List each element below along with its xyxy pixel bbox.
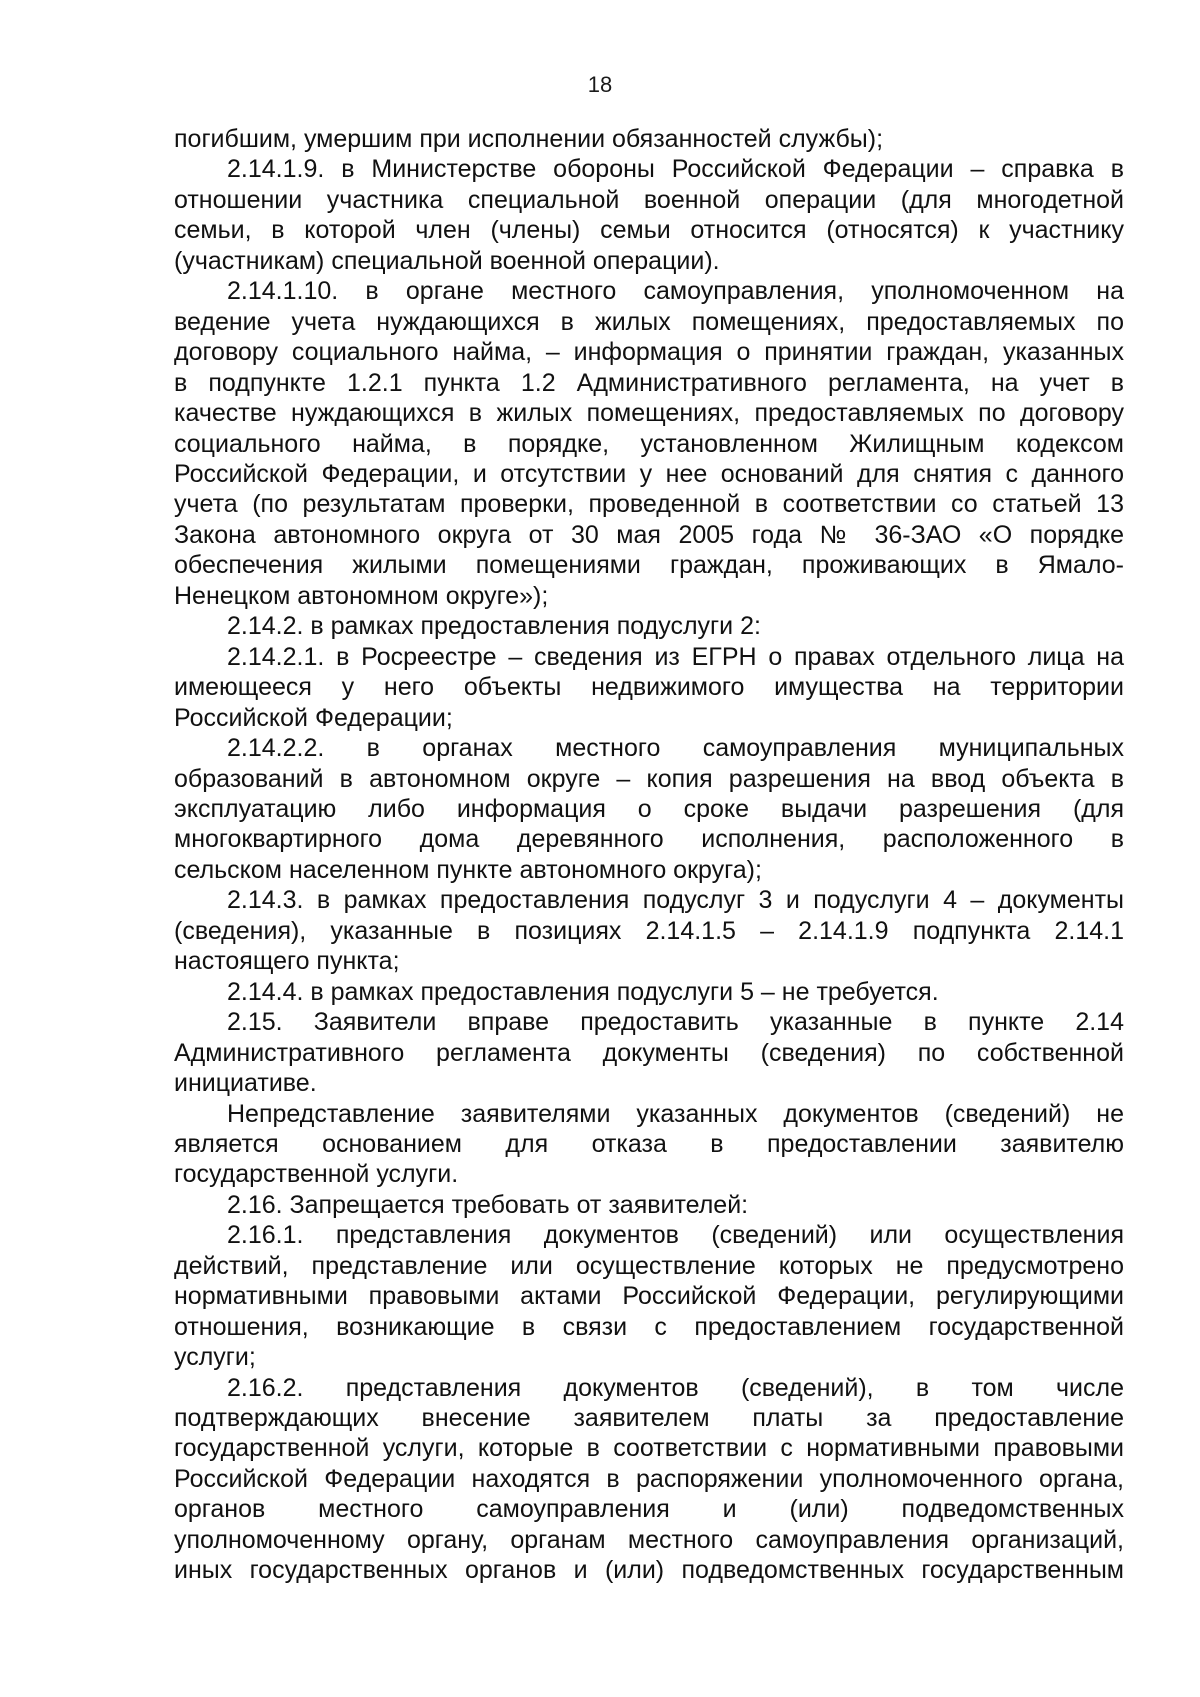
text-line: 2.15. Заявители вправе предоставить указанные в пункте 2.14: [227, 1008, 1124, 1037]
text-line: 2.16.1. представления документов (сведений) или осуществления: [227, 1221, 1124, 1250]
text-line: социального найма, в порядке, установленном Жилищным кодексом: [174, 429, 1124, 458]
text-line: в подпункте 1.2.1 пункта 1.2 Административного регламента, на учет в: [174, 368, 1124, 397]
text-line: действий, представление или осуществление которых не предусмотрено: [174, 1251, 1124, 1280]
paragraph: [174, 276, 1124, 611]
paragraph: [174, 154, 1124, 276]
paragraph: [174, 1099, 1124, 1190]
text-line: имеющееся у него объекты недвижимого имущества на территории: [174, 673, 1124, 702]
text-line: Ненецком автономном округе»);: [174, 581, 549, 610]
text-line: 2.16. Запрещается требовать от заявителей:: [227, 1190, 749, 1219]
text-line: 2.14.2.2. в органах местного самоуправления муниципальных: [227, 734, 1124, 763]
page-number: 18: [587, 72, 613, 97]
paragraph: [174, 733, 1124, 885]
text-line: органов местного самоуправления и (или) подведомственных: [174, 1495, 1124, 1524]
paragraph: [174, 124, 1124, 154]
paragraph: [174, 977, 1124, 1007]
text-line: 2.14.2.1. в Росреестре – сведения из ЕГРН о правах отдельного лица на: [227, 642, 1124, 671]
text-line: семьи, в которой член (члены) семьи относится (относятся) к участнику: [174, 216, 1124, 245]
text-line: является основанием для отказа в предоставлении заявителю: [174, 1129, 1124, 1158]
text-line: 2.14.4. в рамках предоставления подуслуги 5 – не требуется.: [227, 977, 939, 1006]
text-line: настоящего пункта;: [174, 947, 400, 976]
paragraph: [174, 885, 1124, 976]
text-line: государственной услуги.: [174, 1160, 459, 1189]
text-line: Российской Федерации находятся в распоряжении уполномоченного органа,: [174, 1464, 1124, 1493]
text-line: Российской Федерации, и отсутствии у нее оснований для снятия с данного: [174, 459, 1124, 488]
text-line: (сведения), указанные в позициях 2.14.1.5 – 2.14.1.9 подпункта 2.14.1: [174, 916, 1124, 945]
text-line: договору социального найма, – информация о принятии граждан, указанных: [174, 338, 1124, 367]
text-line: иных государственных органов и (или) подведомственных государственным: [174, 1556, 1124, 1585]
paragraph: [174, 1220, 1124, 1372]
text-line: погибшим, умершим при исполнении обязанностей службы);: [174, 125, 884, 153]
text-line: услуги;: [174, 1343, 256, 1372]
text-line: Административного регламента документы (сведения) по собственной: [174, 1038, 1124, 1067]
paragraph: [174, 1007, 1124, 1098]
text-line: 2.14.1.9. в Министерстве обороны Российской Федерации – справка в: [227, 155, 1124, 184]
text-line: уполномоченному органу, органам местного самоуправления организаций,: [174, 1525, 1124, 1554]
text-line: нормативными правовыми актами Российской Федерации, регулирующими: [174, 1282, 1124, 1311]
text-line: сельском населенном пункте автономного округа);: [174, 855, 762, 884]
text-line: отношении участника специальной военной операции (для многодетной: [174, 185, 1124, 214]
paragraph: [174, 611, 1124, 641]
text-line: 2.14.3. в рамках предоставления подуслуг 3 и подуслуги 4 – документы: [227, 886, 1124, 915]
text-line: образований в автономном округе – копия разрешения на ввод объекта в: [174, 764, 1124, 793]
text-line: качестве нуждающихся в жилых помещениях, предоставляемых по договору: [174, 399, 1124, 428]
text-line: Непредставление заявителями указанных документов (сведений) не: [227, 1099, 1124, 1128]
paragraph: [174, 1190, 1124, 1220]
text-line: 2.14.1.10. в органе местного самоуправления, уполномоченном на: [227, 277, 1124, 306]
text-line: 2.14.2. в рамках предоставления подуслуги 2:: [227, 612, 761, 641]
text-line: многоквартирного дома деревянного исполнения, расположенного в: [174, 825, 1124, 854]
text-line: (участникам) специальной военной операции).: [174, 246, 720, 275]
text-line: отношения, возникающие в связи с предоставлением государственной: [174, 1312, 1124, 1341]
text-line: подтверждающих внесение заявителем платы за предоставление: [174, 1404, 1124, 1433]
text-line: ведение учета нуждающихся в жилых помещениях, предоставляемых по: [174, 307, 1124, 336]
paragraph: [174, 642, 1124, 733]
text-line: Российской Федерации;: [174, 703, 453, 732]
paragraph: [174, 1373, 1124, 1586]
text-line: 2.16.2. представления документов (сведений), в том числе: [227, 1373, 1124, 1402]
text-line: государственной услуги, которые в соответствии с нормативными правовыми: [174, 1434, 1124, 1463]
text-line: Закона автономного округа от 30 мая 2005 года № 36-ЗАО «О порядке: [174, 520, 1124, 549]
document-body: [174, 124, 1124, 1586]
text-line: эксплуатацию либо информация о сроке выдачи разрешения (для: [174, 794, 1124, 823]
text-line: обеспечения жилыми помещениями граждан, проживающих в Ямало-: [174, 551, 1124, 580]
text-line: инициативе.: [174, 1069, 317, 1098]
text-line: учета (по результатам проверки, проведенной в соответствии со статьей 13: [174, 490, 1124, 519]
